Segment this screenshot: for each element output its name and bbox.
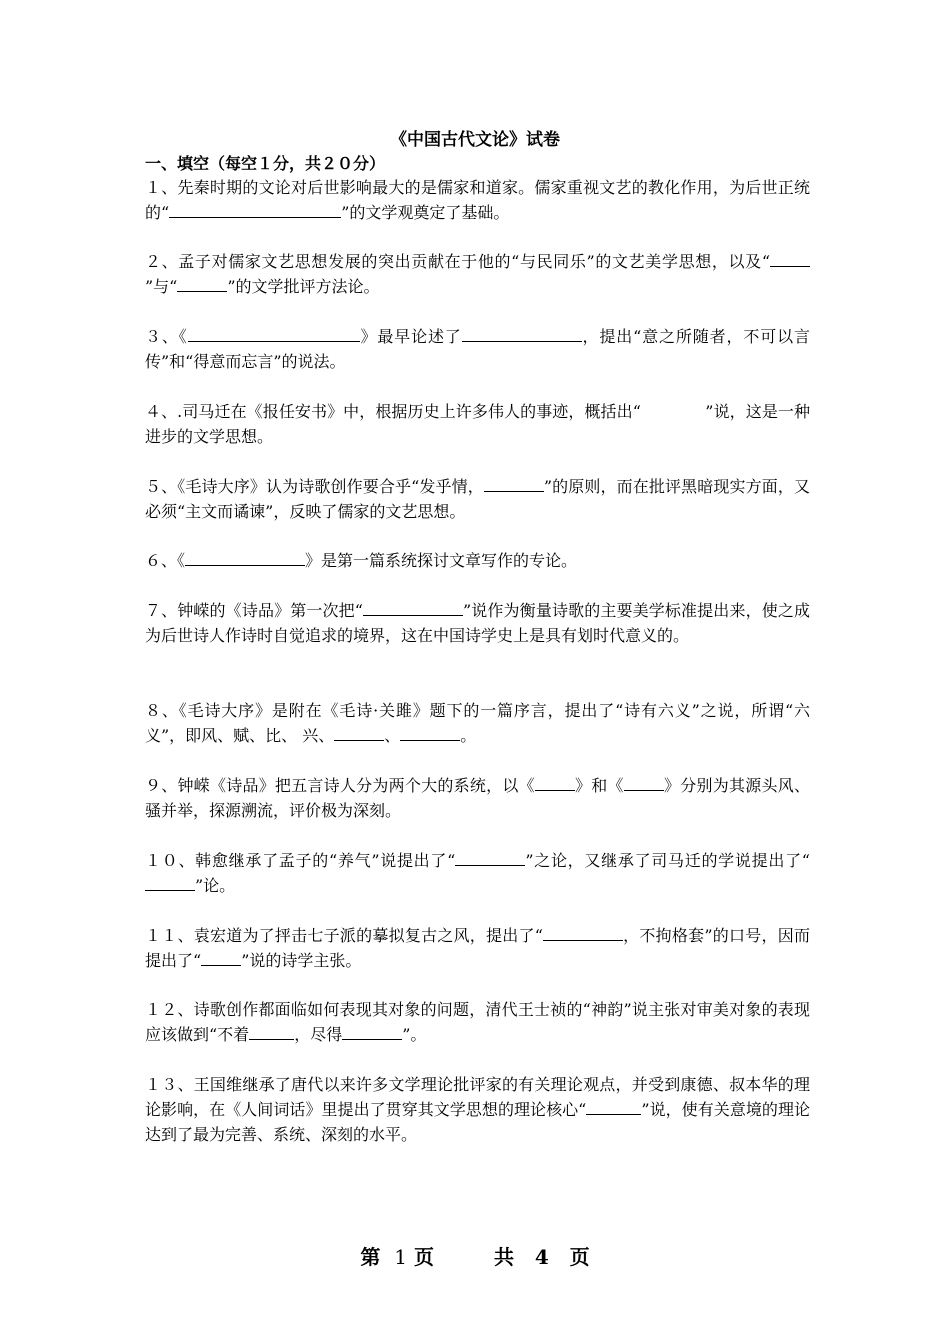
question-3: ３、《 》最早论述了 ，提出“意之所随者，不可以言传”和“得意而忘言”的说法。: [145, 324, 810, 374]
question-11: １１、袁宏道为了抨击七子派的摹拟复古之风，提出了“ ，不拘格套”的口号，因而提出了“ ”说的诗学主张。: [145, 923, 810, 973]
answer-blank[interactable]: [201, 948, 241, 966]
question-8: ８、《毛诗大序》是附在《毛诗·关雎》题下的一篇序言，提出了“诗有六义”之说，所谓“六义”，即风、赋、比、 兴、 、 。: [145, 701, 810, 745]
answer-blank[interactable]: [363, 598, 463, 616]
answer-blank[interactable]: [543, 923, 623, 941]
section-heading: 一、填空（每空１分，共２０分）: [145, 154, 386, 173]
page-number: 1: [394, 1245, 407, 1269]
answer-blank[interactable]: [400, 723, 460, 741]
question-4: ４、.司马迁在《报任安书》中，根据历史上许多伟人的事迹，概括出“ ”说，这是一种进步的文学思想。: [145, 402, 810, 446]
question-12: １２、诗歌创作都面临如何表现其对象的问题，清代王士祯的“神韵”说主张对审美对象的表现应该做到“不着 ，尽得 ”。: [145, 1000, 810, 1044]
answer-blank[interactable]: [484, 474, 544, 492]
answer-blank[interactable]: [185, 548, 305, 566]
total-pages: 4: [534, 1245, 549, 1269]
answer-blank[interactable]: [342, 1022, 402, 1040]
answer-blank[interactable]: [145, 873, 195, 891]
answer-blank[interactable]: [455, 848, 525, 866]
answer-blank[interactable]: [462, 324, 582, 342]
question-1: １、先秦时期的文论对后世影响最大的是儒家和道家。儒家重视文艺的教化作用，为后世正统的“ ”的文学观奠定了基础。: [145, 178, 810, 222]
answer-blank[interactable]: [249, 1022, 294, 1040]
page-label: 第: [360, 1245, 381, 1269]
question-7: ７、钟嵘的《诗品》第一次把“ ”说作为衡量诗歌的主要美学标准提出来，使之成为后世诗人作诗时自觉追求的境界，这在中国诗学史上是具有划时代意义的。: [145, 598, 810, 648]
answer-blank[interactable]: [334, 723, 384, 741]
question-5: ５、《毛诗大序》认为诗歌创作要合乎“发乎情， ”的原则，而在批评黑暗现实方面，又必须“主文而谲谏”，反映了儒家的文艺思想。: [145, 474, 810, 524]
total-label: 共: [493, 1245, 514, 1269]
question-6: ６、《 》是第一篇系统探讨文章写作的专论。: [145, 548, 810, 573]
exam-title: 《中国古代文论》试卷: [390, 130, 560, 150]
answer-blank[interactable]: [177, 274, 227, 292]
question-2: ２、孟子对儒家文艺思想发展的突出贡献在于他的“与民同乐”的文艺美学思想，以及“”与“ ”的文学批评方法论。: [145, 249, 810, 299]
answer-blank[interactable]: [770, 249, 810, 267]
question-9: ９、钟嵘《诗品》把五言诗人分为两个大的系统，以《 》和《 》分别为其源头风、骚并举，探源溯流，评价极为深刻。: [145, 773, 810, 823]
answer-blank[interactable]: [169, 200, 341, 218]
answer-blank[interactable]: [188, 324, 360, 342]
answer-blank[interactable]: [586, 1097, 641, 1115]
question-10: １０、韩愈继承了孟子的“养气”说提出了“ ”之论，又继承了司马迁的学说提出了“”论。: [145, 848, 810, 898]
answer-blank[interactable]: [535, 773, 575, 791]
answer-blank[interactable]: [624, 773, 664, 791]
total-unit: 页: [569, 1245, 590, 1269]
question-13: １３、王国维继承了唐代以来许多文学理论批评家的有关理论观点，并受到康德、叔本华的理论影响，在《人间词话》里提出了贯穿其文学思想的理论核心“ ”说，使有关意境的理论达到了最为完善、系统、深刻的水平。: [145, 1075, 810, 1144]
page-footer: [0, 1241, 950, 1270]
page-unit: 页: [413, 1245, 434, 1269]
